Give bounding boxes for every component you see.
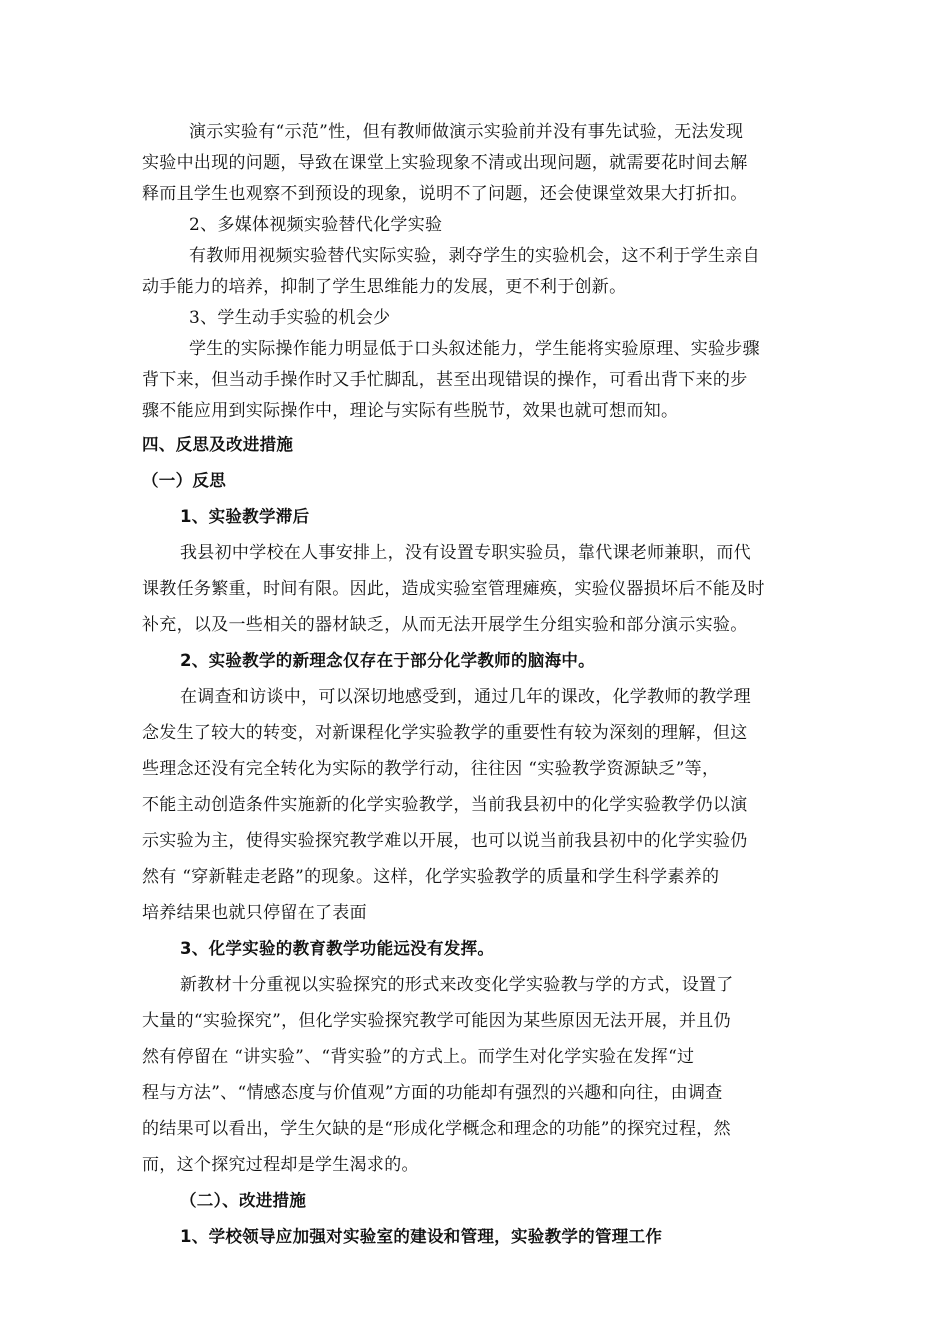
paragraph-line: 2、多媒体视频实验替代化学实验: [189, 215, 443, 235]
paragraph-line: 然有停留在 “讲实验”、“背实验”的方式上。而学生对化学实验在发挥“过: [142, 1047, 695, 1067]
paragraph-line: 些理念还没有完全转化为实际的教学行动，往往因 “实验教学资源缺乏”等，: [142, 759, 720, 779]
paragraph-line: 新教材十分重视以实验探究的形式来改变化学实验教与学的方式，设置了: [180, 975, 734, 995]
paragraph-line: 动手能力的培养，抑制了学生思维能力的发展，更不利于创新。: [142, 277, 627, 297]
paragraph-line: 有教师用视频实验替代实际实验，剥夺学生的实验机会，这不利于学生亲自: [189, 246, 760, 266]
heading-line: 2、实验教学的新理念仅存在于部分化学教师的脑海中。: [180, 651, 595, 670]
paragraph-line: 而，这个探究过程却是学生渴求的。: [142, 1155, 419, 1175]
paragraph-line: 演示实验有“示范”性，但有教师做演示实验前并没有事先试验，无法发现: [189, 122, 744, 142]
paragraph-line: 示实验为主，使得实验探究教学难以开展，也可以说当前我县初中的化学实验仍: [142, 831, 748, 851]
paragraph-line: 骤不能应用到实际操作中，理论与实际有些脱节，效果也就可想而知。: [142, 401, 679, 421]
heading-line: 3、化学实验的教育教学功能远没有发挥。: [180, 939, 495, 958]
paragraph-line: 课教任务繁重，时间有限。因此，造成实验室管理瘫痪，实验仪器损坏后不能及时: [142, 579, 765, 599]
heading-line: 四、反思及改进措施: [142, 435, 294, 454]
paragraph-line: 培养结果也就只停留在了表面: [142, 903, 367, 923]
heading-line: 1、学校领导应加强对实验室的建设和管理，实验教学的管理工作: [180, 1227, 663, 1246]
paragraph-line: 释而且学生也观察不到预设的现象，说明不了问题，还会使课堂效果大打折扣。: [142, 184, 748, 204]
paragraph-line: 实验中出现的问题，导致在课堂上实验现象不清或出现问题，就需要花时间去解: [142, 153, 748, 173]
paragraph-line: 补充，以及一些相关的器材缺乏，从而无法开展学生分组实验和部分演示实验。: [142, 615, 748, 635]
heading-line: （二）、改进措施: [180, 1191, 307, 1210]
paragraph-line: 学生的实际操作能力明显低于口头叙述能力，学生能将实验原理、实验步骤: [189, 339, 760, 359]
paragraph-line: 念发生了较大的转变，对新课程化学实验教学的重要性有较为深刻的理解，但这: [142, 723, 748, 743]
document-body: [142, 117, 812, 1255]
paragraph-line: 然有 “穿新鞋走老路”的现象。这样，化学实验教学的质量和学生科学素养的: [142, 867, 720, 887]
paragraph-line: 不能主动创造条件实施新的化学实验教学，当前我县初中的化学实验教学仍以演: [142, 795, 748, 815]
paragraph-line: 在调查和访谈中，可以深切地感受到，通过几年的课改，化学教师的教学理: [180, 687, 751, 707]
paragraph-line: 3、学生动手实验的机会少: [189, 308, 391, 328]
paragraph-line: 背下来，但当动手操作时又手忙脚乱，甚至出现错误的操作，可看出背下来的步: [142, 370, 748, 390]
heading-line: （一）反思: [142, 471, 226, 490]
heading-line: 1、实验教学滞后: [180, 507, 310, 526]
paragraph-line: 的结果可以看出，学生欠缺的是“形成化学概念和理念的功能”的探究过程，然: [142, 1119, 731, 1139]
paragraph-line: 程与方法”、“情感态度与价值观”方面的功能却有强烈的兴趣和向往，由调查: [142, 1083, 723, 1103]
paragraph-line: 我县初中学校在人事安排上，没有设置专职实验员，靠代课老师兼职，而代: [180, 543, 751, 563]
paragraph-line: 大量的“实验探究”，但化学实验探究教学可能因为某些原因无法开展，并且仍: [142, 1011, 731, 1031]
